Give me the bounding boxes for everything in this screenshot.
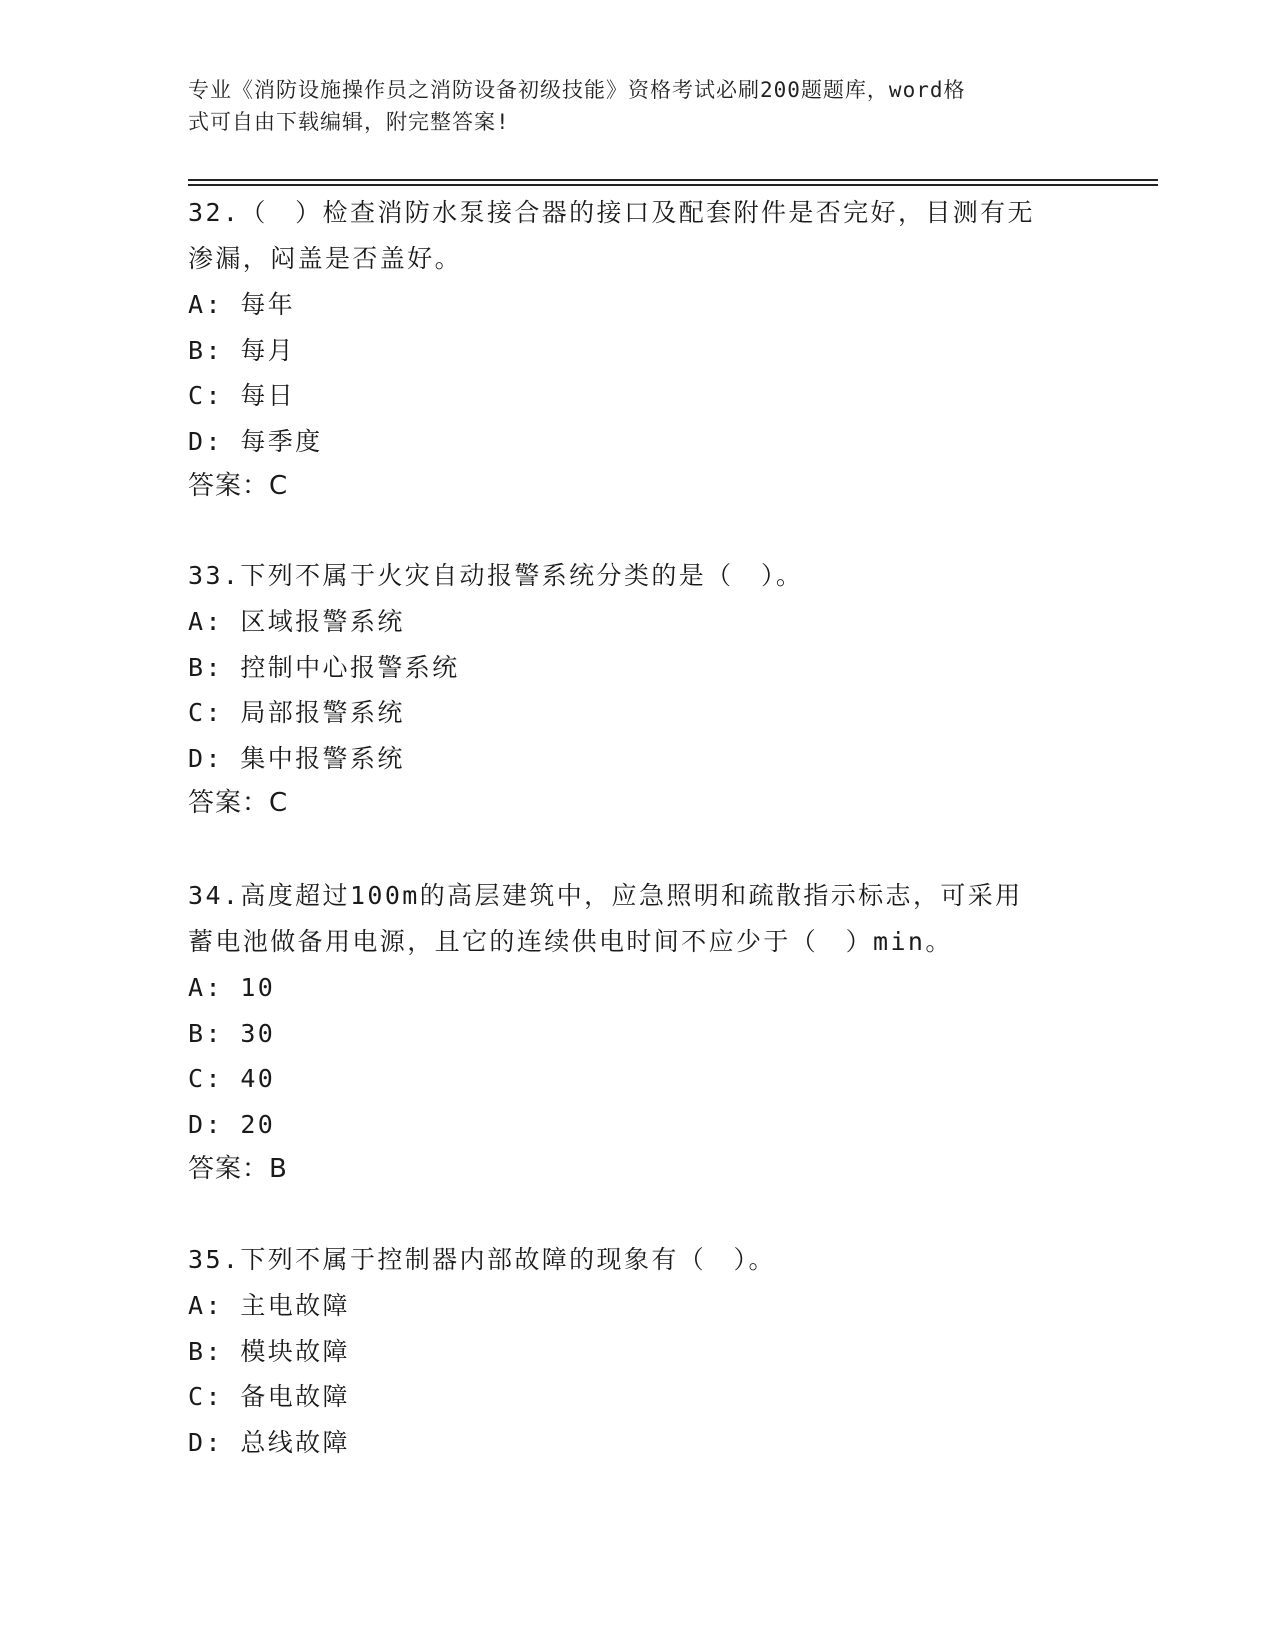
option-a: [188, 965, 1088, 1011]
option-key: A:: [188, 1291, 223, 1320]
question-32: [188, 190, 1088, 510]
option-c: [188, 690, 1088, 736]
option-text: 每日: [240, 381, 296, 410]
option-d: [188, 1420, 1088, 1466]
question-stem-line-1: 35.下列不属于控制器内部故障的现象有（ ）。: [188, 1245, 776, 1274]
document-header: [188, 74, 1068, 138]
header-line-2: 式可自由下载编辑，附完整答案!: [188, 110, 510, 134]
option-key: C:: [188, 698, 223, 727]
question-stem-line-2: 蓄电池做备用电源，且它的连续供电时间不应少于（ ）min。: [188, 927, 953, 956]
option-key: C:: [188, 381, 223, 410]
option-text: 主电故障: [240, 1291, 350, 1320]
option-text: 总线故障: [240, 1427, 350, 1457]
option-key: B:: [188, 1018, 223, 1048]
question-stem-line-1: 32.（ ）检查消防水泵接合器的接口及配套附件是否完好，目测有无: [188, 198, 1035, 227]
header-divider-top: [188, 179, 1158, 181]
option-text: 控制中心报警系统: [240, 652, 460, 682]
answer-line: 答案：C: [188, 471, 289, 501]
option-text: 40: [240, 1064, 276, 1093]
option-key: D:: [188, 743, 223, 773]
option-b: [188, 645, 1088, 691]
option-key: B:: [188, 1336, 223, 1366]
option-a: [188, 1283, 1088, 1329]
question-stem-line-2: 渗漏，闷盖是否盖好。: [188, 244, 463, 273]
header-divider-bottom: [188, 184, 1158, 186]
option-c: [188, 1374, 1088, 1420]
option-b: [188, 1011, 1088, 1057]
question-stem-line-1: 34.高度超过100m的高层建筑中，应急照明和疏散指示标志，可采用: [188, 881, 1023, 910]
question-34: [188, 873, 1088, 1193]
header-line-1: 专业《消防设施操作员之消防设备初级技能》资格考试必刷200题题库，word格: [188, 78, 966, 102]
option-key: D:: [188, 426, 223, 456]
option-d: [188, 419, 1088, 465]
option-text: 每年: [240, 290, 296, 319]
option-key: A:: [188, 973, 223, 1002]
option-b: [188, 328, 1088, 374]
question-33: [188, 553, 1088, 827]
option-key: D:: [188, 1109, 223, 1139]
option-text: 20: [240, 1109, 276, 1139]
option-text: 每季度: [240, 426, 323, 456]
option-c: [188, 1056, 1088, 1102]
option-a: [188, 599, 1088, 645]
option-text: 模块故障: [240, 1336, 350, 1366]
question-35: [188, 1237, 1088, 1465]
option-key: A:: [188, 290, 223, 319]
option-d: [188, 1102, 1088, 1148]
option-c: [188, 373, 1088, 419]
option-a: [188, 282, 1088, 328]
option-text: 区域报警系统: [240, 607, 405, 636]
answer-line: 答案：B: [188, 1154, 288, 1184]
option-key: D:: [188, 1427, 223, 1457]
option-b: [188, 1329, 1088, 1375]
option-key: C:: [188, 1382, 223, 1411]
option-key: B:: [188, 335, 223, 365]
option-text: 10: [240, 973, 276, 1002]
option-text: 局部报警系统: [240, 698, 405, 727]
option-text: 30: [240, 1018, 276, 1048]
option-key: B:: [188, 652, 223, 682]
answer-line: 答案：C: [188, 788, 289, 818]
question-stem-line-1: 33.下列不属于火灾自动报警系统分类的是（ ）。: [188, 561, 804, 590]
option-d: [188, 736, 1088, 782]
option-text: 每月: [240, 335, 296, 365]
option-text: 集中报警系统: [240, 743, 405, 773]
option-key: A:: [188, 607, 223, 636]
option-text: 备电故障: [240, 1382, 350, 1411]
option-key: C:: [188, 1064, 223, 1093]
